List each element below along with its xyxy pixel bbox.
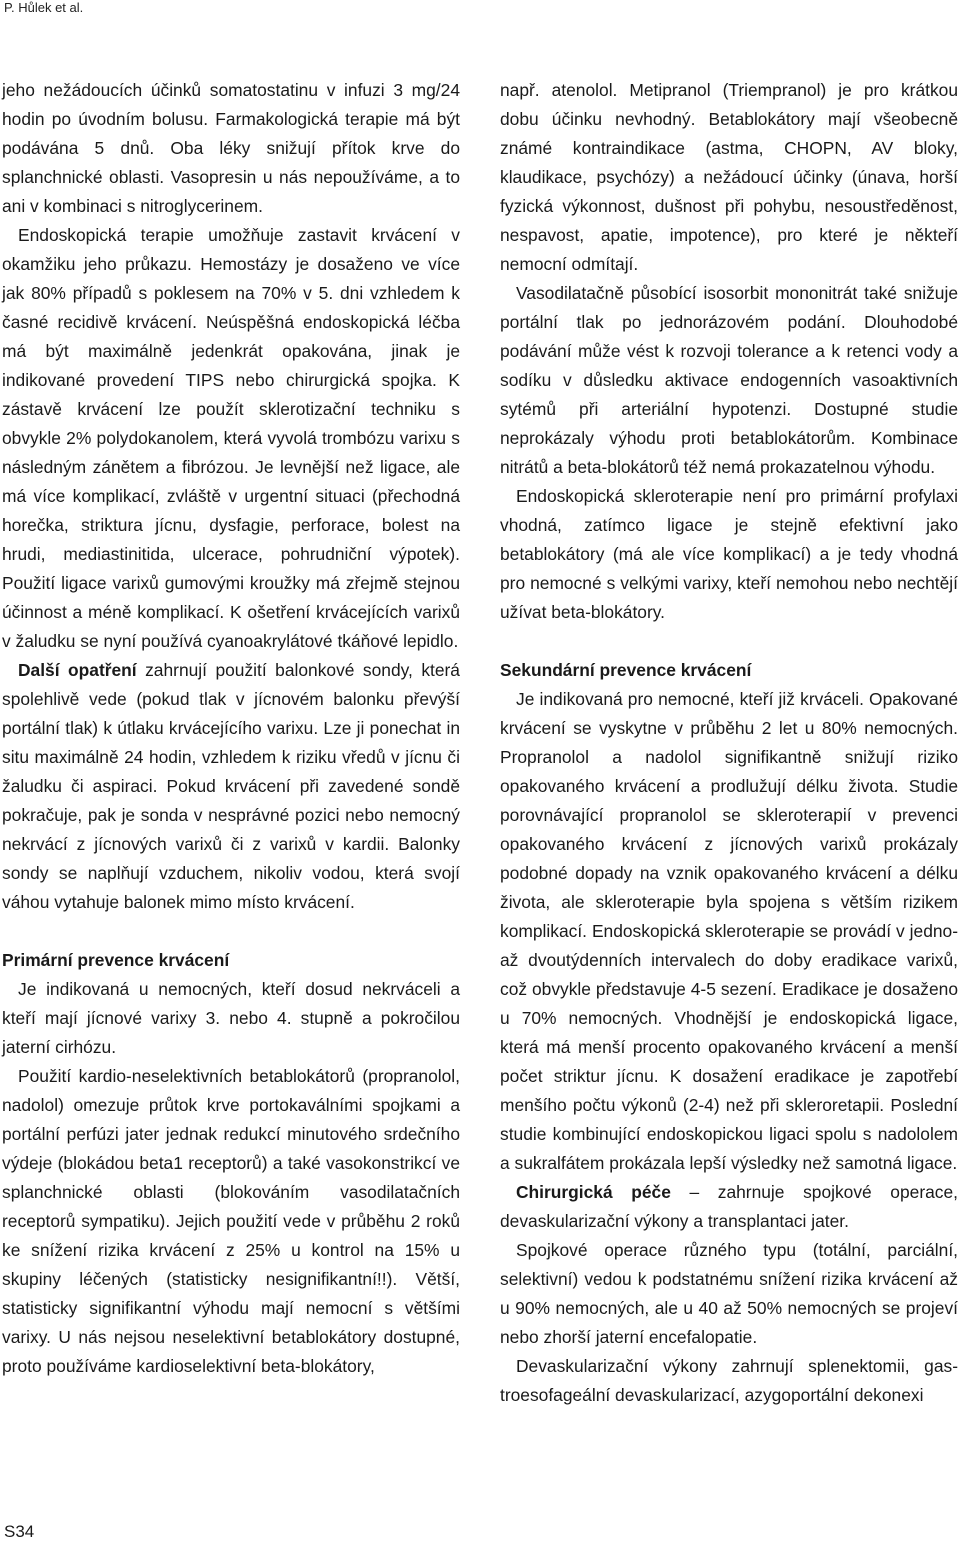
paragraph: Vasodilatačně působící isosorbit mononitrát také snižuje portální tlak po jednorázovém podání. Dlouhodobé podávání může vést k rozvoji tolerance a k retenci vody a sodíku v důsledku aktivace endogenních vasoaktivních sytémů při arteriální hypotenzi. Dostupné studie neprokázaly výhodu proti betablokátorům. Kombinace nitrátů a beta-blokátorů též nemá prokazatelnou výhodu.	[500, 283, 958, 477]
paragraph	[500, 1178, 958, 1236]
paragraph: jeho nežádoucích účinků somatostatinu v infuzi 3 mg/24 hodin po úvodním bolusu. Farmakologická terapie má být podávána 5 dnů. Oba léky snižují přítok krve do splanchnické oblasti. Vasopresin u nás nepoužíváme, a to ani v kombinaci s nitroglycerinem.	[2, 80, 460, 216]
paragraph: Je indikovaná u nemocných, kteří dosud nekrváceli a kteří mají jícnové varixy 3. nebo 4. stupně a pokročilou jaterní cirhózu.	[2, 979, 460, 1057]
running-header: P. Hůlek et al.	[4, 0, 84, 15]
paragraph-text: zahrnují použití balonkové sondy, která spolehlivě vede (pokud tlak v jícnovém balonku převýší portální tlak) k útlaku krvácejícího varixu. Lze ji ponechat in situ maximálně 24 hodin, vzhledem k riziku vředů v jícnu či žaludku či aspiraci. Pokud krvácení při zavedené sondě pokračuje, pak je sonda v nesprávné pozici nebo nemocný nekrvácí z jícnových varixů či z varixů v kardii. Balonky sondy se naplňují vzduchem, nikoliv vodou, která svojí váhou vytahuje balonek mimo místo krvácení.	[2, 660, 460, 912]
run-in-heading: Další opatření	[18, 660, 137, 680]
paragraph: Použití kardio-neselektivních betablokátorů (propranolol, nadolol) omezuje průtok krve portokaválními spojkami a portální perfúzi jater jednak redukcí minutového srdečního výdeje (blokádou beta1 receptorů) a také vasokonstrikcí ve splanchnické oblasti (blokováním vasodilatačních receptorů sympatiku). Jejich použití vede v průběhu 2 roků ke snížení rizika krvácení z 25% u kontrol na 15% u skupiny léčených (statisticky nesignifikantní!!). Větší, statisticky signifikantní výhodu mají nemocní s většími varixy. U nás nejsou neselektivní betablokátory dostupné, proto používáme kardioselektivní beta-blokátory,	[2, 1066, 460, 1376]
right-column	[500, 76, 958, 1410]
paragraph: Endoskopická skleroterapie není pro primární profylaxi vhodná, zatímco ligace je stejně efektivní jako betablokátory (má ale více komplikací) a je tedy vhodná pro nemocné s velkými varixy, kteří nemohou nebo nechtějí užívat beta-blokátory.	[500, 486, 958, 622]
section-heading-secondary-prevention: Sekundární prevence krvácení	[500, 660, 752, 680]
page-number: S34	[4, 1522, 35, 1541]
left-column	[2, 76, 460, 1381]
section-heading-primary-prevention: Primární prevence krvácení	[2, 950, 230, 970]
paragraph	[2, 656, 460, 917]
paragraph: Endoskopická terapie umožňuje zastavit krvácení v okamžiku jeho průkazu. Hemostázy je dosaženo ve více jak 80% případů s poklesem na 70% v 5. dni vzhledem k časné recidivě krvácení. Neúspěšná endoskopická léčba má být maximálně jedenkrát opakována, jinak je indikované provedení TIPS nebo chirurgická spojka. K zástavě krvácení lze použít sklerotizační techniku s obvykle 2% polydokanolem, která vyvolá trombózu varixu s následným zánětem a fibrózou. Je levnější než ligace, ale má více komplikací, zvláště v urgentní situaci (přechodná horečka, striktura jícnu, dysfagie, perforace, bolest na hrudi, mediastinitida, ulcerace, pohrudniční výpotek). Použití ligace varixů gumovými kroužky má zřejmě stejnou účinnost a méně komplikací. K ošetření krvácejících varixů v žaludku se nyní používá cyanoakrylátové tkáňové lepidlo.	[2, 225, 460, 651]
paragraph-text: – zahrnuje spojkové operace, devaskularizační výkony a transplantaci jater.	[500, 1182, 958, 1231]
run-in-heading: Chirurgická péče	[516, 1182, 671, 1202]
paragraph: např. atenolol. Metipranol (Triempranol) je pro krátkou dobu účinku nevhodný. Betablokátory mají všeobecně známé kontraindikace (astma, CHOPN, AV bloky, klaudikace, psychózy) a nežádoucí účinky (únava, horší fyzická výkonnost, dušnost při pohybu, nesoustředěnost, nespavost, apatie, impotence), pro které je někteří nemocní odmítají.	[500, 80, 958, 274]
paragraph: Spojkové operace různého typu (totální, parciální, selektivní) vedou k podstatnému snížení rizika krvácení až u 90% nemocných, ale u 40 až 50% nemocných se projeví nebo zhorší jaterní encefalopatie.	[500, 1240, 958, 1347]
paragraph: Je indikovaná pro nemocné, kteří již krváceli. Opakované krvácení se vyskytne v průběhu 2 let u 80% nemocných. Propranolol a nadolol signifikantně snižují riziko opakovaného krvácení a prodlužují délku života. Studie porovnávající propranolol se skleroterapií v prevenci opakovaného krvácení z jícnových varixů prokázaly podobné dopady na vznik opakovaného krvácení a délku života, ale skleroterapie byla spojena s větším rizikem komplikací. Endoskopická skleroterapie se provádí v jedno- až dvoutýdenních intervalech do doby eradikace varixů, což obvykle představuje 4-5 sezení. Eradikace je dosaženo u 70% nemocných. Vhodnější je endoskopická ligace, která má menší procento opakovaného krvácení a menší počet striktur jícnu. K dosažení eradikace je zapotřebí menšího počtu výkonů (2-4) než při skleroretapii. Poslední studie kombinující endoskopickou ligaci spolu s nadololem a sukralfátem prokázala lepší výsledky než samotná ligace.	[500, 689, 958, 1173]
paragraph: Devaskularizační výkony zahrnují splenektomii, gastroesofageální devaskularizací, azygoportální dekonexi	[500, 1356, 958, 1405]
